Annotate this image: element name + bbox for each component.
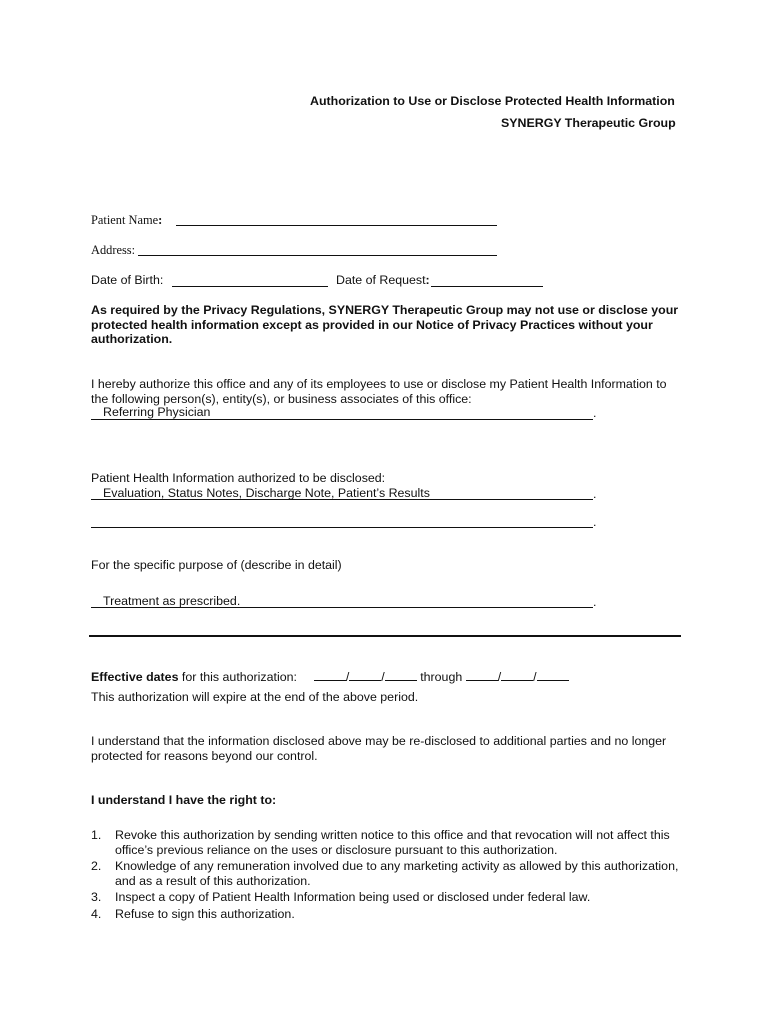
request-date-field[interactable] [431,286,543,287]
organization-name: SYNERGY Therapeutic Group [501,116,676,130]
list-item [91,859,683,888]
redisclosure-statement: I understand that the information disclosed above may be re-disclosed to additional parties and no longer protected for reasons beyond our control. [91,734,667,763]
phi-label: Patient Health Information authorized to be disclosed: [91,471,386,485]
phi-value[interactable]: Evaluation, Status Notes, Discharge Note, Patient’s Results [103,486,430,500]
patient-name-label [91,213,162,228]
dob-field[interactable] [172,286,328,287]
effective-dates-label: Effective dates [91,670,179,684]
recipient-field-line [91,419,593,420]
rights-list [91,828,683,924]
phi-extra-end-mark: . [593,515,597,529]
purpose-value[interactable]: Treatment as prescribed. [103,594,241,608]
date-slash: / [533,670,537,684]
request-date-label-text: Date of Request [336,273,426,287]
section-divider [89,635,681,637]
list-item-number: 4. [91,906,102,921]
list-item-text: Knowledge of any remuneration involved due to any marketing activity as allowed by this authorization, and as a result of this authorization. [115,859,679,888]
effective-dates-row [91,668,569,684]
effective-dates-label-rest: for this authorization: [178,670,297,684]
document-title: Authorization to Use or Disclose Protected Health Information [310,94,675,108]
purpose-label: For the specific purpose of (describe in detail) [91,558,342,572]
list-item [91,828,683,857]
list-item [91,890,683,905]
recipient-value[interactable]: Referring Physician [103,405,211,419]
patient-name-field[interactable] [176,225,497,226]
address-label: Address: [91,243,136,257]
start-year-field[interactable] [385,668,417,681]
date-slash: / [497,670,502,684]
purpose-field-line [91,607,593,608]
phi-extra-line[interactable] [91,527,593,528]
patient-name-label-text: Patient Name [91,213,159,227]
purpose-end-mark: . [593,595,597,609]
expiration-note: This authorization will expire at the end of the above period. [91,690,419,704]
list-item-text: Revoke this authorization by sending written notice to this office and that revocation will not affect this office’s previous reliance on the uses or disclosure pursuant to this authorization. [115,828,670,857]
end-day-field[interactable] [501,668,533,681]
date-slash: / [381,670,385,684]
address-field[interactable] [138,255,497,256]
end-year-field[interactable] [537,668,569,681]
list-item-number: 3. [91,890,102,905]
list-item-text: Refuse to sign this authorization. [115,906,295,921]
recipient-end-mark: . [593,406,597,420]
authorization-statement: I hereby authorize this office and any of its employees to use or disclose my Patient Health Information to the following person(s), entity(s), or business associates of this office: [91,377,667,406]
request-date-colon: : [425,273,430,287]
list-item-number: 2. [91,859,102,874]
list-item [91,907,683,922]
request-date-label [336,273,430,287]
phi-end-mark: . [593,487,597,501]
rights-heading: I understand I have the right to: [91,793,277,807]
phi-field-line [91,499,593,500]
dob-label: Date of Birth: [91,273,164,287]
through-label: through [420,670,463,684]
start-day-field[interactable] [349,668,381,681]
patient-name-colon: : [158,213,163,227]
list-item-text: Inspect a copy of Patient Health Information being used or disclosed under federal law. [115,890,591,905]
date-slash: / [345,670,350,684]
privacy-notice: As required by the Privacy Regulations, SYNERGY Therapeutic Group may not use or disclose your protected health information except as provided in our Notice of Privacy Practices without your authorization. [91,303,679,347]
start-month-field[interactable] [314,668,346,681]
end-month-field[interactable] [466,668,498,681]
list-item-number: 1. [91,828,102,842]
